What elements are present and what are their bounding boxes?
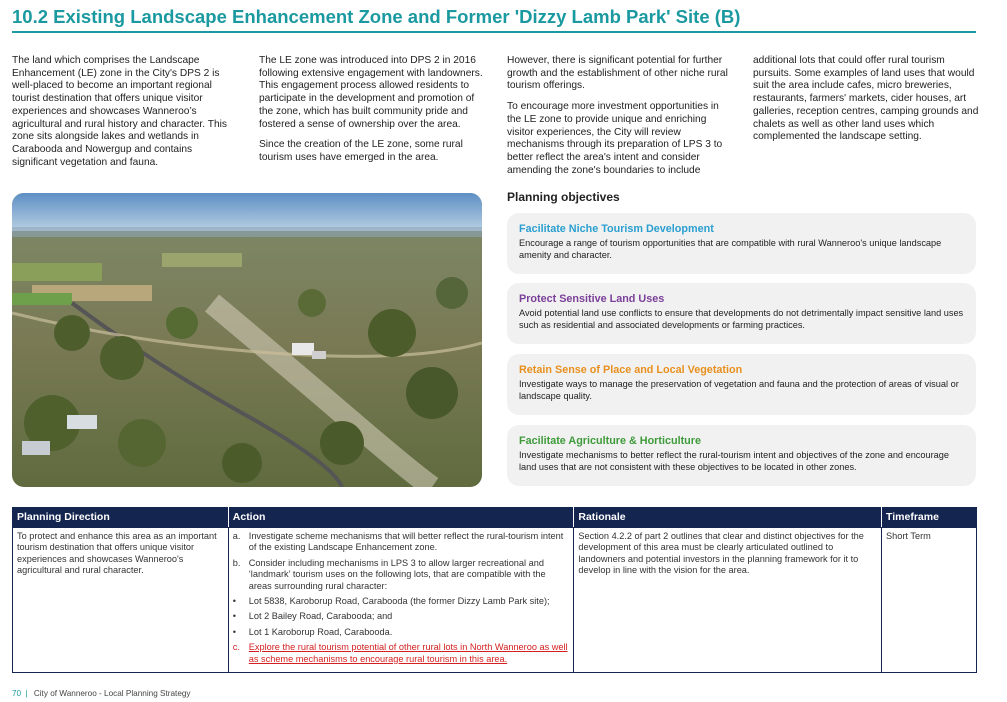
aerial-landscape-photo (12, 193, 482, 487)
table-row (13, 528, 977, 673)
body-column-4 (753, 55, 979, 152)
action-item (233, 558, 570, 592)
header-planning-direction: Planning Direction (13, 508, 229, 528)
objective-card (507, 425, 976, 486)
action-marker: a. (232, 531, 241, 541)
body-column-1 (12, 55, 238, 177)
action-text: Lot 1 Karoborup Road, Carabooda. (248, 626, 393, 637)
planning-direction-table (12, 507, 977, 673)
body-column-3 (507, 55, 733, 185)
body-column-2 (259, 55, 485, 173)
objective-description: Investigate mechanisms to better reflect the rural-tourism intent and objectives of the zone and encourage land uses that are not consistent with these objectives to be located in other zones. (519, 450, 950, 472)
objective-title: Retain Sense of Place and Local Vegetation (519, 364, 743, 376)
body-paragraph: To encourage more investment opportunities in the LE zone to provide unique and enriching visitor experiences, the City will review mechanisms through its preparation of LPS 3 to better reflect the area's intent and consider amending the zone's boundaries to include (507, 101, 723, 176)
footer-text: City of Wanneroo - Local Planning Strategy (33, 689, 191, 698)
action-item (233, 611, 570, 622)
action-item (233, 627, 570, 638)
action-item (233, 531, 570, 554)
action-marker: c. (232, 642, 240, 653)
objective-card (507, 354, 976, 415)
cell-planning-direction: To protect and enhance this area as an important tourism destination that offers unique visitor experiences and showcases Wanneroo's agricultural and rural character. (13, 528, 229, 673)
body-paragraph: additional lots that could offer rural tourism pursuits. Some examples of land uses that would suit the area include cafes, micro breweries, restaurants, farmers' markets, cider houses, art galleries, reception centres, camping grounds and chalets as well as other land uses which complemented the landscape setting. (753, 55, 979, 143)
cell-action (228, 528, 574, 673)
cell-timeframe: Short Term (882, 528, 977, 673)
objective-title: Facilitate Niche Tourism Development (519, 223, 714, 235)
action-text: Consider including mechanisms in LPS 3 to allow larger recreational and ‘landmark’ tourism uses on the following lots, that are compatible with the areas surrounding rural character: (248, 557, 546, 591)
table-header-row (13, 508, 977, 528)
action-item (233, 642, 570, 665)
body-paragraph: However, there is significant potential for further growth and the establishment of other niche rural tourism offerings. (507, 55, 728, 92)
body-paragraph: Since the creation of the LE zone, some rural tourism uses have emerged in the area. (259, 139, 463, 163)
page-title: 10.2 Existing Landscape Enhancement Zone and Former 'Dizzy Lamb Park' Site (B) (12, 6, 741, 27)
action-text: Lot 5838, Karoborup Road, Carabooda (the former Dizzy Lamb Park site); (248, 596, 550, 607)
action-text: Lot 2 Bailey Road, Carabooda; and (248, 611, 393, 622)
header-rationale: Rationale (574, 508, 882, 528)
objective-description: Encourage a range of tourism opportunities that are compatible with rural Wanneroo's unique landscape amenity and character. (519, 238, 942, 260)
bullet-marker: • (232, 596, 236, 607)
objective-description: Investigate ways to manage the preservation of vegetation and fauna and the protection of areas of visual or landscape quality. (519, 379, 959, 401)
objective-title: Facilitate Agriculture & Horticulture (519, 435, 701, 447)
body-paragraph: The LE zone was introduced into DPS 2 in 2016 following extensive engagement with landowners. This engagement process allowed residents to participate in the development and promotion of the zone, which has built community pride and fostered a sense of ownership over the area. (259, 55, 483, 130)
action-item (233, 596, 570, 607)
body-paragraph: The land which comprises the Landscape Enhancement (LE) zone in the City's DPS 2 is well-placed to become an important regional tourist destination that offers unique visitor experiences and showcases Wanneroo’s agricultural and rural history and character. This zone sits alongside lakes and wetlands in Carabooda and Nowergup and contains significant vegetation and fauna. (12, 55, 227, 168)
objective-title: Protect Sensitive Land Uses (519, 293, 665, 305)
title-divider (12, 31, 976, 33)
bullet-marker: • (232, 611, 236, 622)
footer-separator: | (25, 689, 28, 698)
action-marker: b. (232, 557, 241, 568)
objective-card (507, 213, 976, 274)
action-text: Investigate scheme mechanisms that will better reflect the rural-tourism intent of the existing Landscape Enhancement zone. (248, 531, 564, 553)
objective-description: Avoid potential land use conflicts to ensure that developments do not detrimentally impact sensitive land uses such as residential and associated developments or farming practices. (519, 308, 964, 330)
bullet-marker: • (232, 626, 236, 637)
header-action: Action (228, 508, 574, 528)
objective-card (507, 283, 976, 344)
page-number: 70 (12, 689, 22, 698)
header-timeframe: Timeframe (882, 508, 977, 528)
objectives-heading: Planning objectives (507, 190, 620, 204)
cell-rationale: Section 4.2.2 of part 2 outlines that clear and distinct objectives for the development of this area must be clearly articulated outlined to landowners and potential investors in the planning framework for it to develop in line with the vision for the area. (574, 528, 882, 673)
page-footer (12, 689, 191, 698)
action-text-highlighted: Explore the rural tourism potential of other rural lots in North Wanneroo as well as scheme mechanisms to encourage rural tourism in this area. (248, 642, 568, 664)
